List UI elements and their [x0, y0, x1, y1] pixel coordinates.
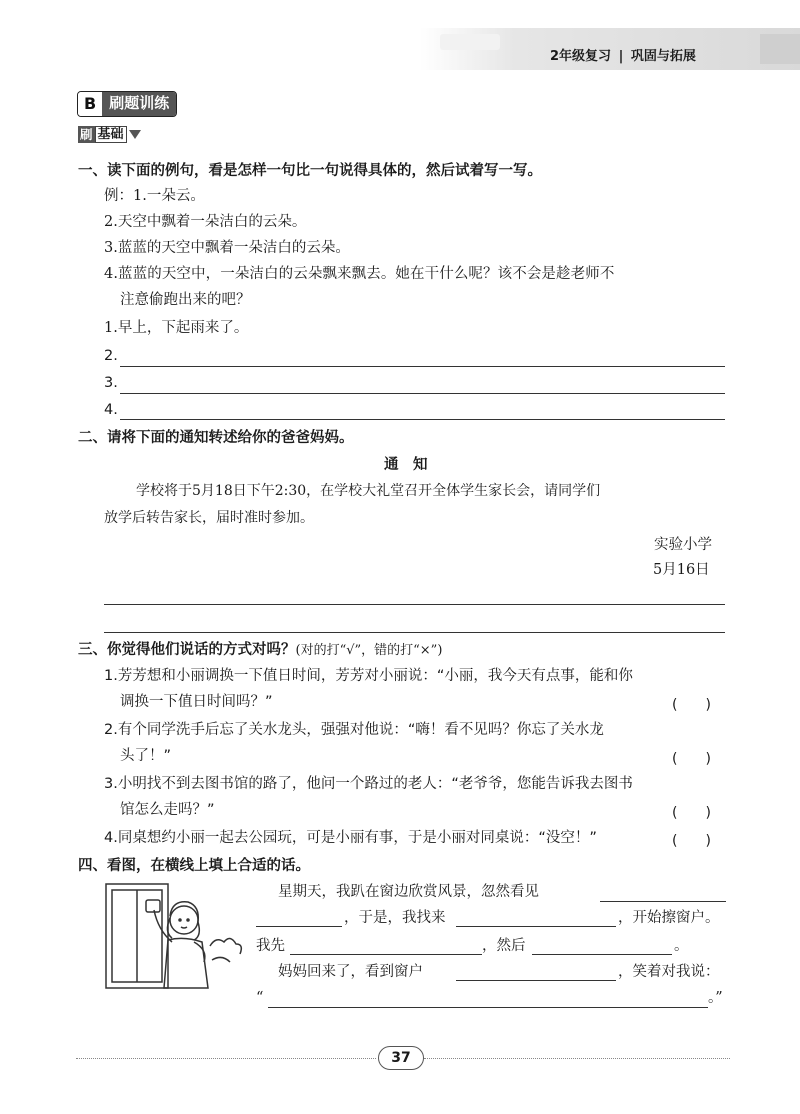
header-title	[550, 47, 696, 67]
q3-title: 三、你觉得他们说话的方式对吗？	[78, 642, 296, 658]
notice-signer: 实验小学	[654, 537, 712, 553]
q3-title-row	[78, 640, 442, 661]
basic-label	[78, 126, 141, 143]
notice-title: 通 知	[384, 457, 428, 473]
q3-item-4-answer-box[interactable]: ( )	[672, 833, 711, 849]
q3-item-2-line2: 头了！”	[120, 748, 172, 764]
footer-divider-left	[76, 1058, 376, 1059]
notice-date: 5月16日	[653, 562, 710, 578]
triangle-down-icon	[129, 130, 141, 139]
q3-item-4: 4.同桌想约小丽一起去公园玩，可是小丽有事，于是小丽对同桌说：“没空！”	[104, 830, 597, 846]
girl-cleaning-window-illustration	[98, 880, 248, 992]
q4-title: 四、看图，在横线上填上合适的话。	[78, 858, 310, 874]
q4-blank-4[interactable]	[290, 954, 482, 955]
q3-item-1-line2: 调换一下值日时间吗？”	[120, 694, 273, 710]
q1-example-2: 2.天空中飘着一朵洁白的云朵。	[104, 214, 307, 230]
q4-line-5-close: 。”	[708, 990, 723, 1006]
q4-blank-6[interactable]	[456, 980, 616, 981]
header-sep: |	[618, 49, 624, 64]
q1-example-3: 3.蓝蓝的天空中飘着一朵洁白的云朵。	[104, 240, 350, 256]
q1-answer-4-number: 4.	[104, 402, 118, 418]
header-decor-left	[440, 34, 500, 50]
q4-line-5-open-quote: “	[256, 990, 264, 1006]
notice-body-1: 学校将于5月18日下午2:30，在学校大礼堂召开全体学生家长会，请同学们	[136, 483, 601, 499]
q2-answer-line-2[interactable]	[104, 632, 725, 633]
header-decor-right	[760, 34, 800, 64]
page-number: 37	[391, 1050, 411, 1066]
q3-item-2-answer-box[interactable]: ( )	[672, 751, 711, 767]
q2-answer-line-1[interactable]	[104, 604, 725, 605]
q1-title: 一、读下面的例句，看是怎样一句比一句说得具体的，然后试着写一写。	[78, 163, 542, 179]
q1-answer-2-line[interactable]	[120, 366, 725, 367]
section-b-letter: B	[78, 92, 102, 116]
q4-blank-5[interactable]	[532, 954, 672, 955]
q3-title-note: (对的打“√”，错的打“×”)	[295, 643, 443, 658]
notice-body-2: 放学后转告家长，届时准时参加。	[104, 510, 314, 526]
q4-line-2a: ，于是，我找来	[344, 910, 446, 926]
q1-example-1: 例：1.一朵云。	[104, 188, 205, 204]
section-b-title: 刷题训练	[102, 92, 176, 116]
footer-divider-right	[424, 1058, 730, 1059]
q1-answer-3-number: 3.	[104, 375, 118, 391]
q1-answer-2-number: 2.	[104, 348, 118, 364]
q4-line-4b: ，笑着对我说：	[618, 964, 720, 980]
q3-item-3-line2: 馆怎么走吗？”	[120, 802, 215, 818]
q3-item-1-answer-box[interactable]: ( )	[672, 697, 711, 713]
q4-blank-3[interactable]	[456, 926, 616, 927]
q1-example-4-line2: 注意偷跑出来的吧？	[120, 292, 251, 308]
q1-answer-4-line[interactable]	[120, 419, 725, 420]
q1-answer-1: 1.早上，下起雨来了。	[104, 320, 249, 336]
q1-example-4-line1: 4.蓝蓝的天空中，一朵洁白的云朵飘来飘去。她在干什么呢？该不会是趁老师不	[104, 266, 615, 282]
basic-text: 基础	[95, 126, 127, 143]
section-b-badge	[77, 91, 177, 117]
q3-item-1-line1: 1.芳芳想和小丽调换一下值日时间，芳芳对小丽说：“小丽，我今天有点事，能和你	[104, 668, 633, 684]
q3-item-3-answer-box[interactable]: ( )	[672, 805, 711, 821]
header-grade: 2年级复习	[550, 49, 612, 64]
q4-blank-7[interactable]	[268, 1007, 708, 1008]
page-number-badge	[378, 1046, 424, 1070]
q4-line-1: 星期天，我趴在窗边欣赏风景，忽然看见	[278, 884, 539, 900]
q4-line-4a: 妈妈回来了，看到窗户	[278, 964, 423, 980]
q2-title: 二、请将下面的通知转述给你的爸爸妈妈。	[78, 430, 354, 446]
q4-line-3a: 我先	[256, 938, 285, 954]
q3-item-2-line1: 2.有个同学洗手后忘了关水龙头，强强对他说：“嗨！看不见吗？你忘了关水龙	[104, 722, 604, 738]
q4-line-3c: 。	[674, 938, 689, 954]
header-subtitle: 巩固与拓展	[630, 49, 696, 64]
q4-blank-1[interactable]	[600, 901, 726, 902]
q4-line-3b: ，然后	[482, 938, 526, 954]
q1-answer-3-line[interactable]	[120, 393, 725, 394]
basic-prefix: 刷	[80, 127, 93, 142]
q3-item-3-line1: 3.小明找不到去图书馆的路了，他问一个路过的老人：“老爷爷，您能告诉我去图书	[104, 776, 633, 792]
q4-line-2b: ，开始擦窗户。	[618, 910, 720, 926]
q4-blank-2[interactable]	[256, 926, 342, 927]
